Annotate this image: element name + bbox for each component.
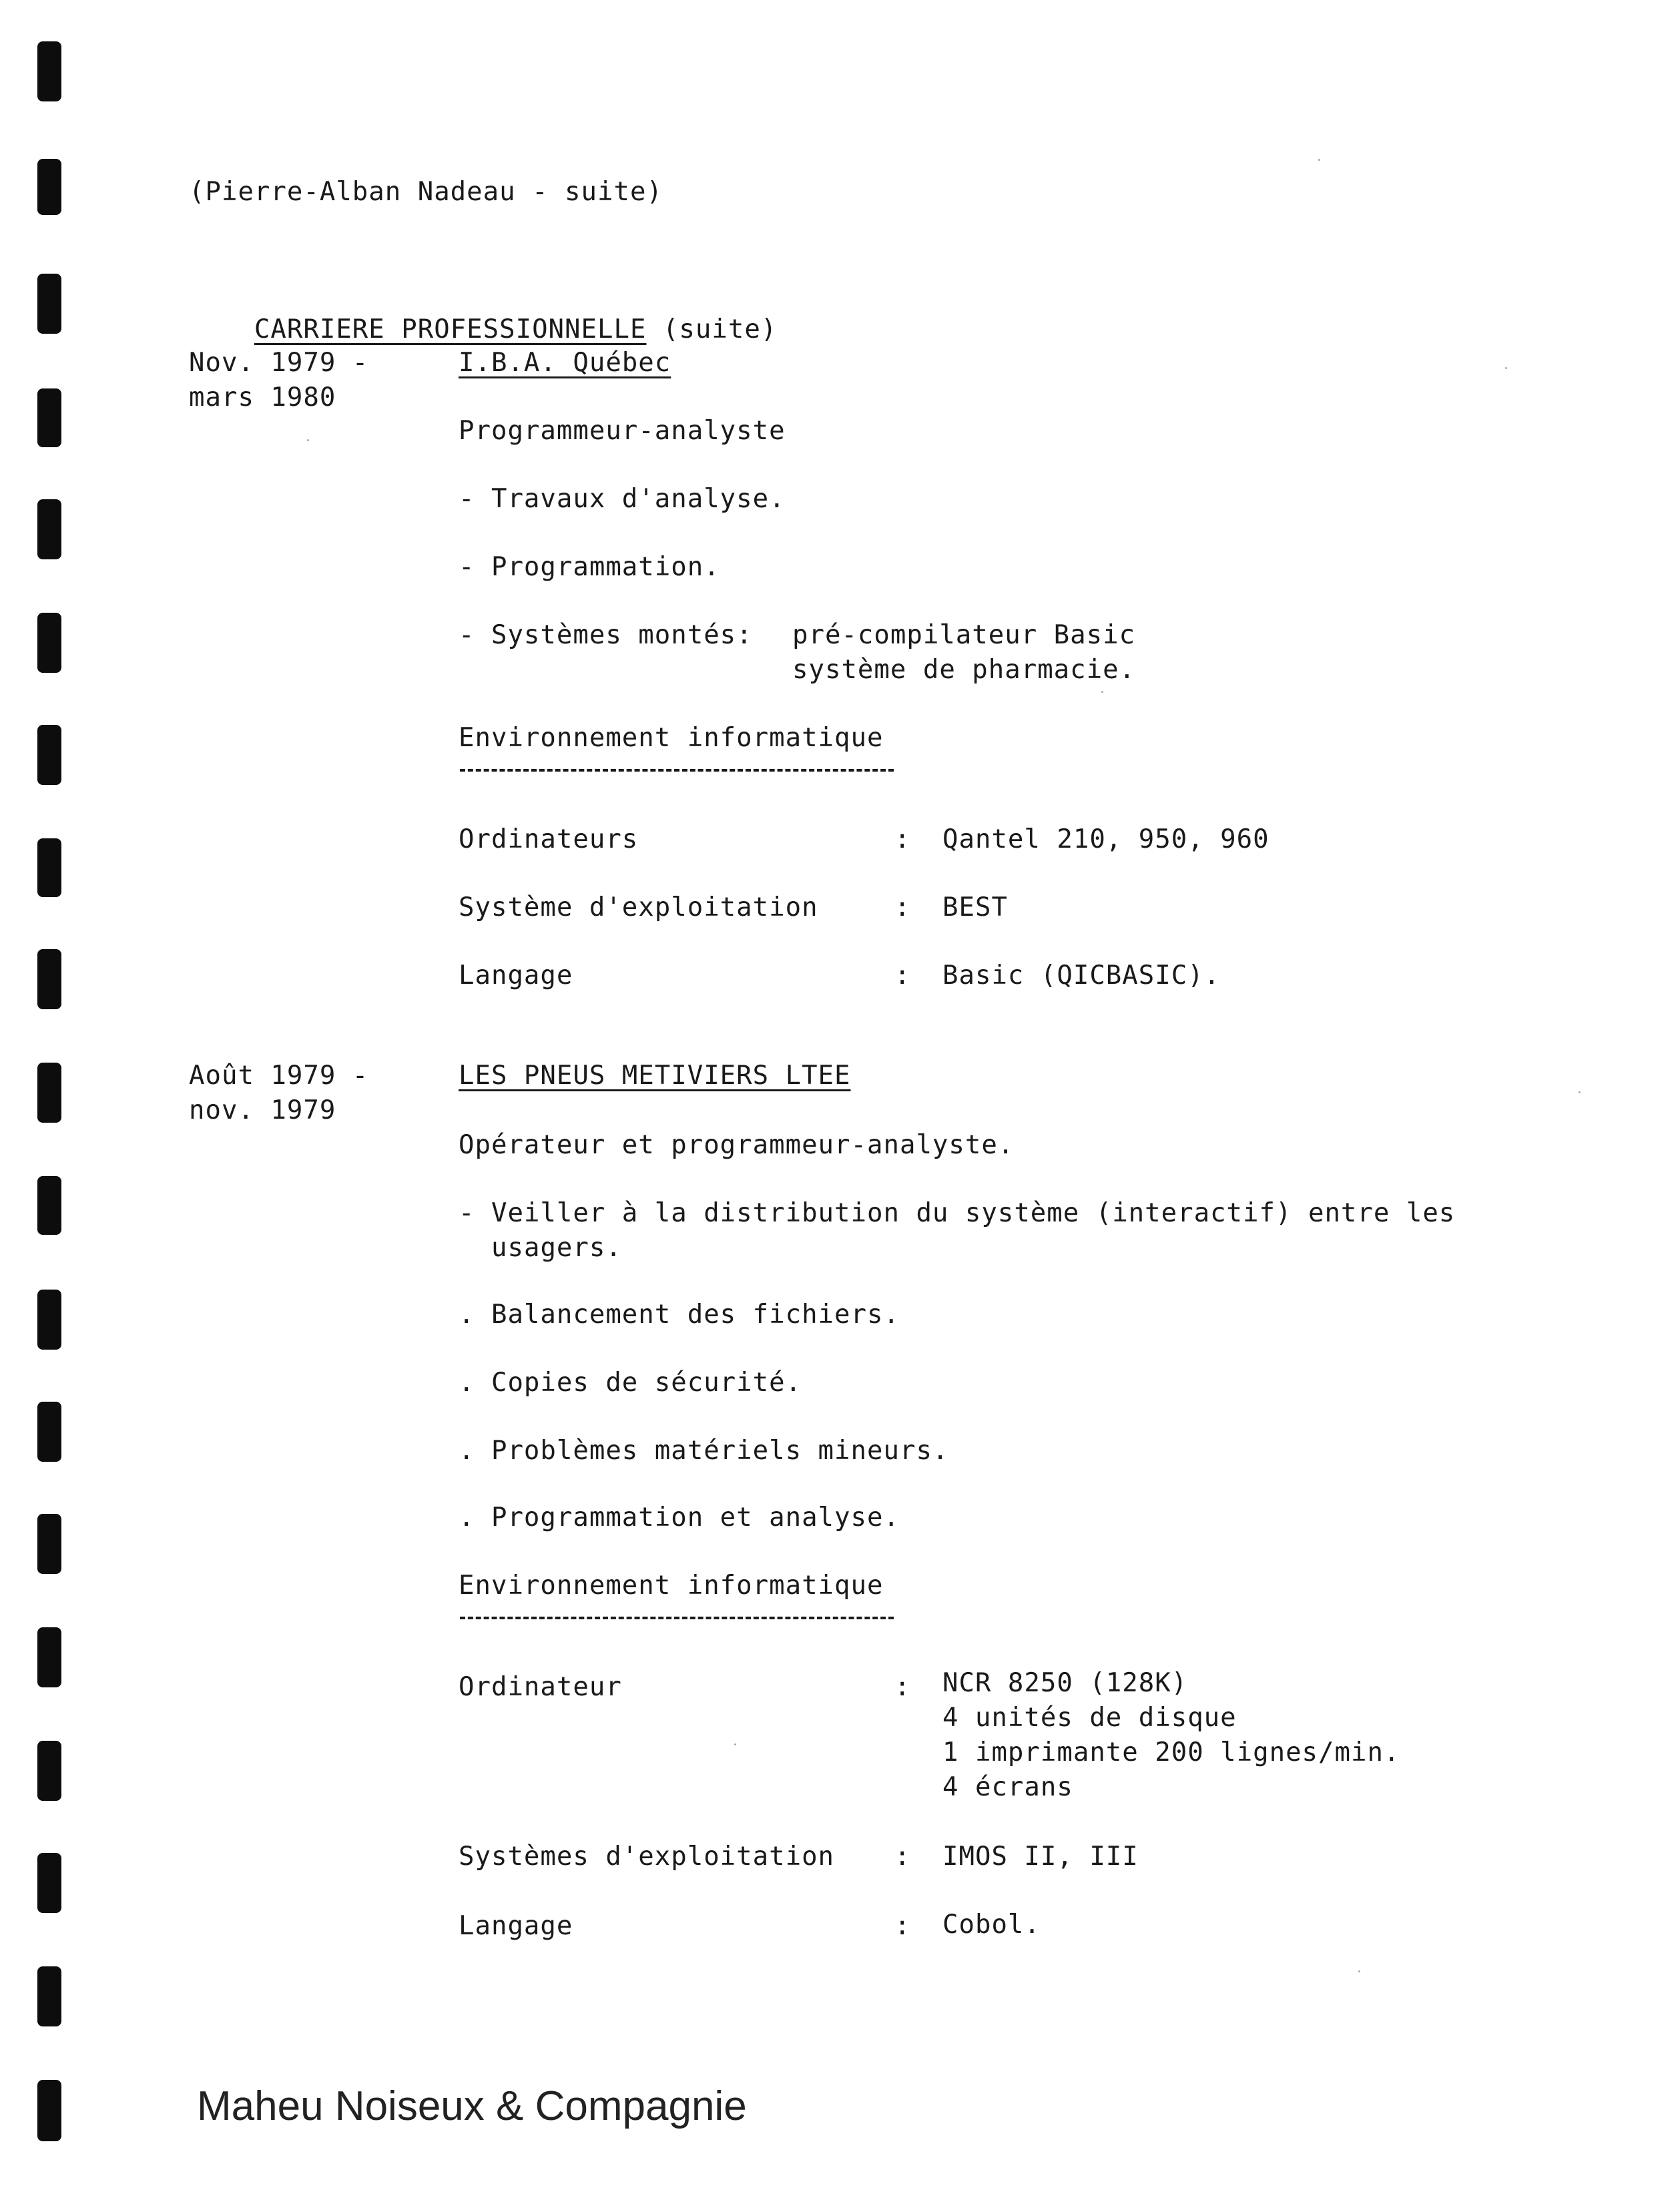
env-title: Environnement informatique	[459, 723, 884, 753]
env-title: Environnement informatique	[459, 1571, 884, 1601]
env-value: IMOS II, III	[942, 1842, 1139, 1872]
env-label: Ordinateurs	[459, 824, 639, 854]
job-employer: LES PNEUS METIVIERS LTEE	[459, 1061, 851, 1091]
scan-speck	[307, 439, 309, 441]
env-label: Ordinateur	[459, 1672, 622, 1702]
job-date-start: Nov. 1979 -	[189, 348, 369, 378]
env-label: Systèmes d'exploitation	[459, 1842, 835, 1872]
job-date-start: Août 1979 -	[189, 1061, 369, 1091]
job-duty-item: - Programmation.	[459, 552, 720, 582]
env-value: 4 unités de disque	[942, 1703, 1237, 1733]
scan-speck	[734, 1743, 736, 1745]
binder-mark	[37, 725, 61, 785]
binder-mark	[37, 1627, 61, 1687]
job-employer: I.B.A. Québec	[459, 348, 671, 378]
env-value: Qantel 210, 950, 960	[942, 824, 1270, 854]
env-separator: :	[894, 892, 911, 922]
binder-mark	[37, 1514, 61, 1574]
scan-speck	[1505, 367, 1507, 369]
binder-mark	[37, 1063, 61, 1123]
env-separator: :	[894, 1842, 911, 1872]
env-separator: :	[894, 824, 911, 854]
job-duty-item: . Problèmes matériels mineurs.	[459, 1436, 949, 1466]
env-value: Cobol.	[942, 1910, 1041, 1940]
job-role: Opérateur et programmeur-analyste.	[459, 1130, 1015, 1160]
env-value: NCR 8250 (128K)	[942, 1668, 1188, 1698]
job-duty-item: . Balancement des fichiers.	[459, 1300, 900, 1330]
env-label: Langage	[459, 960, 573, 991]
job-date-end: mars 1980	[189, 382, 336, 412]
scan-speck	[1579, 1091, 1581, 1093]
scan-speck	[1358, 1970, 1360, 1972]
env-title-dashed-rule	[460, 1617, 894, 1619]
binder-mark	[37, 1966, 61, 2026]
section-title: CARRIERE PROFESSIONNELLE	[254, 314, 647, 344]
job-system-value: pré-compilateur Basic	[792, 620, 1136, 650]
env-separator: :	[894, 1911, 911, 1941]
job-duty-item: . Programmation et analyse.	[459, 1502, 900, 1533]
env-value: BEST	[942, 892, 1008, 922]
job-duty-line: usagers.	[491, 1233, 622, 1263]
binder-mark	[37, 274, 61, 334]
job-duty-item: . Copies de sécurité.	[459, 1368, 802, 1398]
binder-mark	[37, 949, 61, 1009]
job-duty-line: - Veiller à la distribution du système (interactif) entre les	[459, 1198, 1456, 1228]
env-value: 1 imprimante 200 lignes/min.	[942, 1737, 1400, 1767]
section-suffix: (suite)	[662, 314, 778, 344]
env-label: Langage	[459, 1911, 573, 1941]
scan-speck	[1318, 159, 1320, 161]
env-separator: :	[894, 1672, 911, 1702]
env-label: Système d'exploitation	[459, 892, 818, 922]
binder-mark	[37, 1402, 61, 1462]
env-title-dashed-rule	[460, 769, 894, 772]
binder-mark	[37, 1853, 61, 1913]
binder-mark	[37, 1290, 61, 1350]
job-role: Programmeur-analyste	[459, 416, 786, 446]
job-systems-label: - Systèmes montés:	[459, 620, 753, 650]
binder-mark	[37, 41, 61, 101]
continuation-header: (Pierre-Alban Nadeau - suite)	[189, 177, 663, 207]
binder-mark	[37, 613, 61, 673]
binder-mark	[37, 499, 61, 559]
env-separator: :	[894, 960, 911, 991]
binder-mark	[37, 1176, 61, 1235]
env-value: 4 écrans	[942, 1772, 1073, 1802]
binder-mark	[37, 838, 61, 897]
env-value: Basic (QICBASIC).	[942, 960, 1221, 991]
scan-speck	[1101, 691, 1103, 693]
job-system-value: système de pharmacie.	[792, 655, 1136, 685]
binder-mark	[37, 1741, 61, 1801]
footer-company-name: Maheu Noiseux & Compagnie	[197, 2083, 747, 2129]
job-duty-item: - Travaux d'analyse.	[459, 484, 786, 514]
job-date-end: nov. 1979	[189, 1095, 336, 1125]
binder-mark	[37, 388, 61, 447]
binder-mark	[37, 159, 61, 215]
binder-mark	[37, 2080, 61, 2141]
